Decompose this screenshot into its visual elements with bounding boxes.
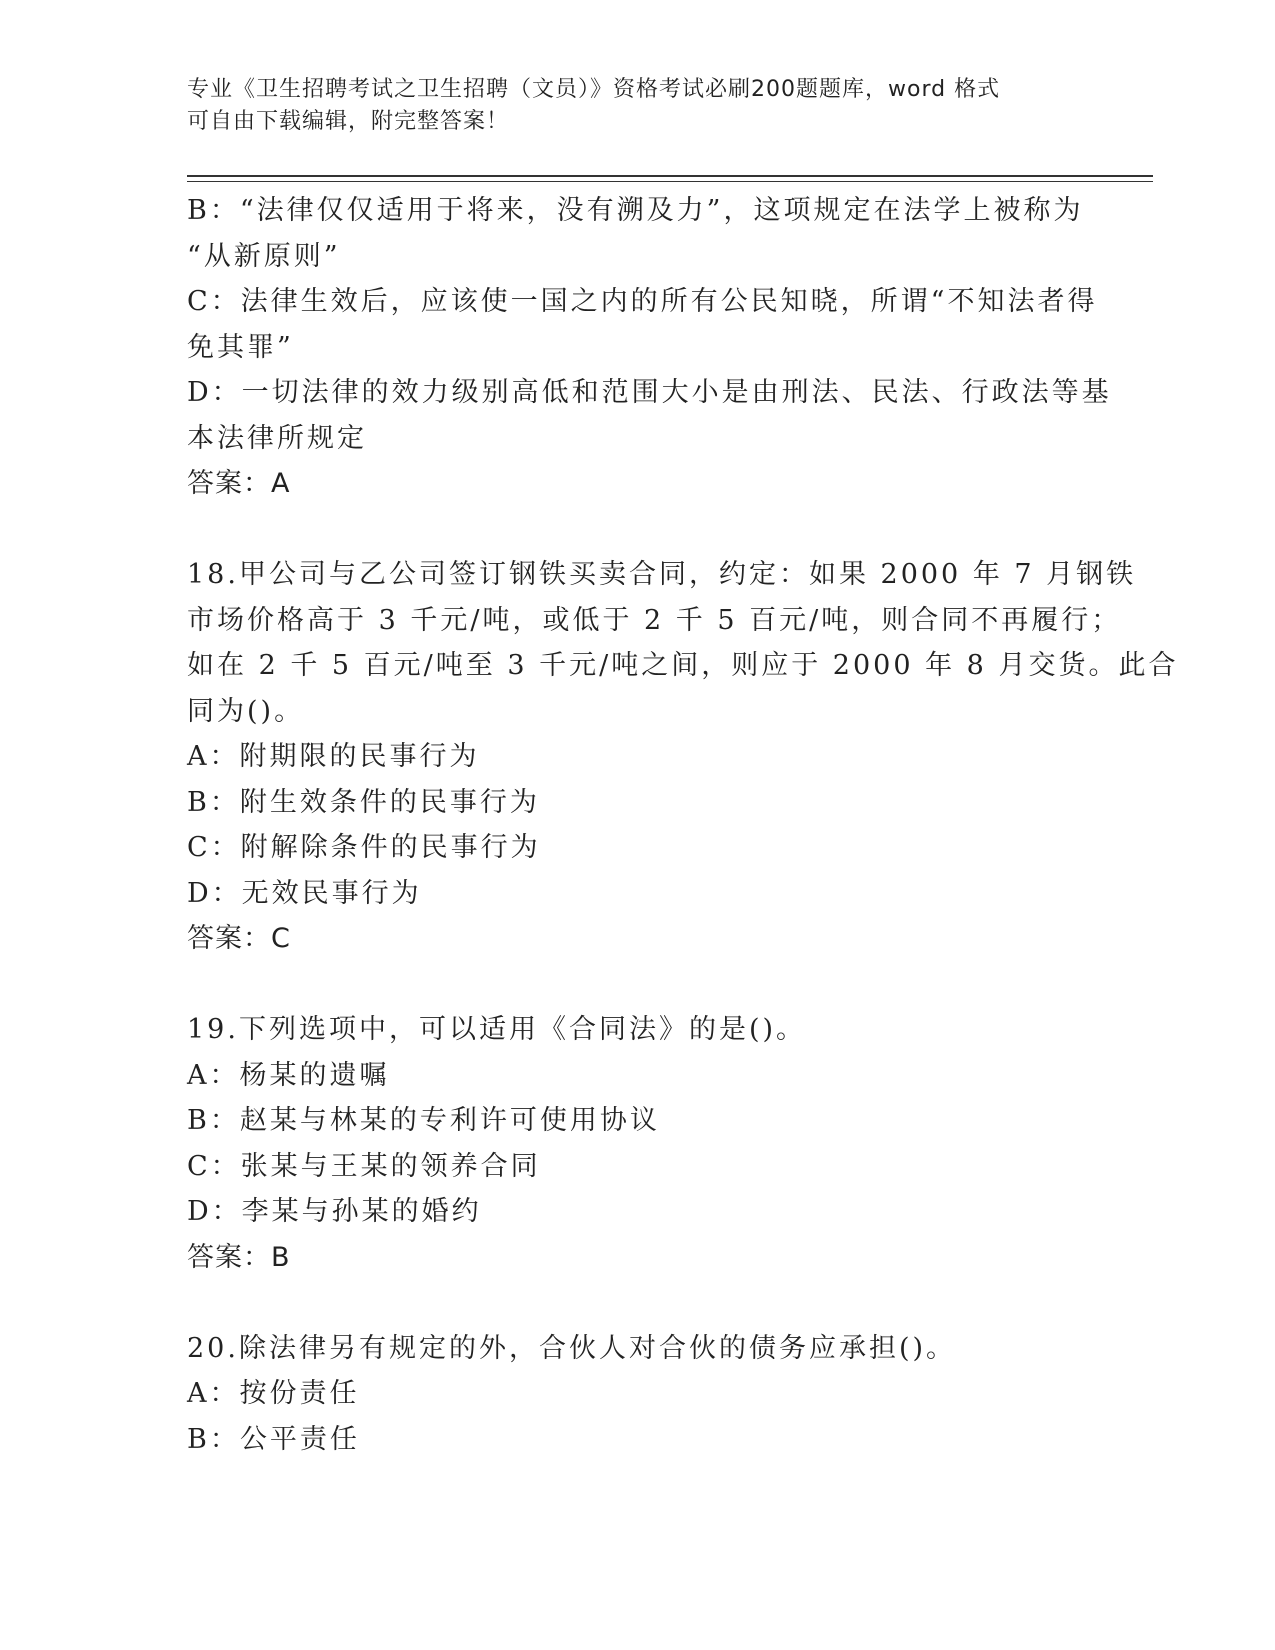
question-18 (187, 552, 1179, 962)
question-18-option-b: B：附生效条件的民事行为 (187, 786, 540, 818)
question-20-stem: 20.除法律另有规定的外，合伙人对合伙的债务应承担()。 (187, 1332, 957, 1364)
spacer (187, 962, 1087, 1008)
option-b-line-1: B：“法律仅仅适用于将来，没有溯及力”，这项规定在法学上被称为 (187, 195, 1084, 226)
question-19-option-a: A：杨某的遗嘱 (187, 1059, 390, 1091)
answer-19: 答案：B (187, 1241, 291, 1273)
question-18-option-c: C：附解除条件的民事行为 (187, 832, 541, 863)
question-18-stem-line-2: 市场价格高于 3 千元/吨，或低于 2 千 5 百元/吨，则合同不再履行； (187, 604, 1122, 636)
option-d-line-1: D：一切法律的效力级别高低和范围大小是由刑法、民法、行政法等基 (187, 377, 1112, 408)
option-d-line-2: 本法律所规定 (187, 422, 367, 454)
answer-17: 答案：A (187, 468, 291, 499)
document-header (187, 74, 1067, 138)
option-b-line-2: “从新原则” (187, 240, 341, 272)
header-divider-thin (187, 181, 1153, 182)
spacer (187, 507, 1087, 553)
question-20-option-b: B：公平责任 (187, 1423, 360, 1455)
header-title-line-1: 专业《卫生招聘考试之卫生招聘（文员）》资格考试必刷200题题库，word 格式 (187, 77, 1001, 102)
option-c-line-2: 免其罪” (187, 331, 294, 363)
question-18-stem-line-4: 同为()。 (187, 695, 305, 727)
answer-18: 答案：C (187, 923, 291, 954)
question-19-option-c: C：张某与王某的领养合同 (187, 1150, 541, 1182)
header-divider-thick (187, 175, 1153, 177)
question-19-option-d: D：李某与孙某的婚约 (187, 1196, 482, 1227)
question-content (187, 188, 1179, 1462)
question-18-stem-line-1: 18.甲公司与乙公司签订钢铁买卖合同，约定：如果 2000 年 7 月钢铁 (187, 559, 1137, 590)
question-19 (187, 1007, 1087, 1280)
question-19-stem: 19.下列选项中，可以适用《合同法》的是()。 (187, 1014, 807, 1045)
option-c-line-1: C：法律生效后，应该使一国之内的所有公民知晓，所谓“不知法者得 (187, 286, 1098, 317)
question-19-option-b: B：赵某与林某的专利许可使用协议 (187, 1105, 660, 1136)
header-title-line-2: 可自由下载编辑，附完整答案！ (187, 109, 510, 134)
question-18-option-d: D：无效民事行为 (187, 877, 422, 909)
question-20 (187, 1326, 1087, 1463)
question-17-options (187, 188, 1112, 507)
question-20-option-a: A：按份责任 (187, 1378, 360, 1409)
spacer (187, 1280, 1087, 1326)
question-18-option-a: A：附期限的民事行为 (187, 741, 480, 772)
question-18-stem-line-3: 如在 2 千 5 百元/吨至 3 千元/吨之间，则应于 2000 年 8 月交货。此合 (187, 650, 1179, 681)
